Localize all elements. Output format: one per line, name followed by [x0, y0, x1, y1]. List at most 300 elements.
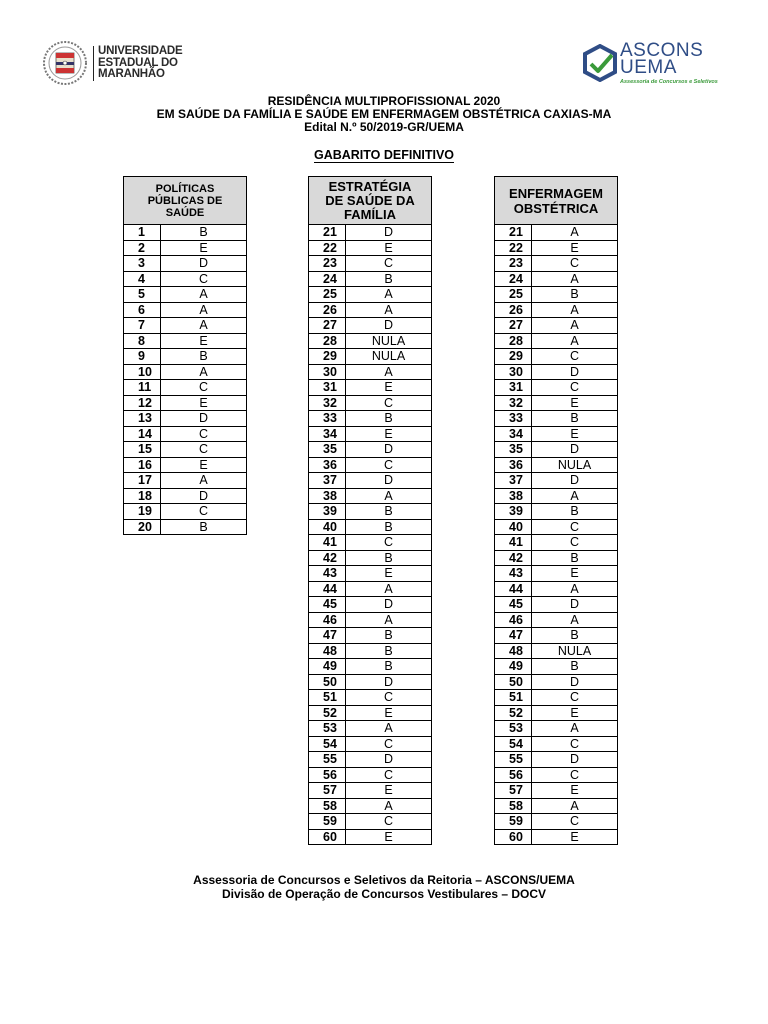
- table-row: [309, 535, 432, 551]
- ascons-hexagon-icon: [582, 44, 618, 82]
- table-row: [124, 442, 247, 458]
- question-number: 10: [124, 364, 161, 380]
- answer-value: B: [346, 271, 432, 287]
- answer-value: C: [346, 690, 432, 706]
- table-row: [309, 333, 432, 349]
- question-number: 27: [495, 318, 532, 334]
- table-row: [495, 364, 618, 380]
- question-number: 17: [124, 473, 161, 489]
- answer-value: A: [161, 302, 247, 318]
- answer-value: B: [346, 643, 432, 659]
- table-row: [309, 380, 432, 396]
- question-number: 59: [495, 814, 532, 830]
- question-number: 58: [495, 798, 532, 814]
- table-row: [309, 674, 432, 690]
- table-row: [495, 380, 618, 396]
- table-row: [124, 318, 247, 334]
- heading-line: OBSTÉTRICA: [513, 200, 599, 216]
- answer-value: A: [346, 612, 432, 628]
- answer-value: D: [532, 442, 618, 458]
- question-number: 21: [495, 225, 532, 241]
- table-row: [309, 426, 432, 442]
- question-number: 49: [309, 659, 346, 675]
- table-row: [495, 829, 618, 845]
- table-row: [124, 256, 247, 272]
- question-number: 30: [309, 364, 346, 380]
- answer-value: B: [532, 628, 618, 644]
- uema-line-2: ESTADUAL DO: [98, 56, 178, 69]
- question-number: 43: [309, 566, 346, 582]
- table-row: [309, 736, 432, 752]
- answer-value: A: [346, 287, 432, 303]
- ascons-logo: [580, 40, 718, 90]
- answer-value: E: [346, 829, 432, 845]
- footer-line-1: Assessoria de Concursos e Seletivos da Reitoria – ASCONS/UEMA: [193, 873, 575, 887]
- table-row: [495, 395, 618, 411]
- question-number: 37: [495, 473, 532, 489]
- question-number: 29: [309, 349, 346, 365]
- table-row: [495, 674, 618, 690]
- answer-value: A: [532, 333, 618, 349]
- header-line-1: RESIDÊNCIA MULTIPROFISSIONAL 2020: [267, 94, 501, 108]
- question-number: 31: [495, 380, 532, 396]
- answer-value: C: [532, 814, 618, 830]
- table-row: [495, 752, 618, 768]
- answer-value: D: [346, 752, 432, 768]
- ascons-line-2: UEMA: [620, 57, 677, 78]
- table-row: [309, 240, 432, 256]
- answer-value: B: [532, 550, 618, 566]
- answer-value: E: [346, 240, 432, 256]
- answer-value: B: [346, 659, 432, 675]
- answer-value: E: [161, 240, 247, 256]
- question-number: 34: [309, 426, 346, 442]
- table-row: [495, 488, 618, 504]
- answer-value: D: [161, 488, 247, 504]
- answer-value: C: [532, 736, 618, 752]
- table-row: [495, 349, 618, 365]
- table-row: [495, 612, 618, 628]
- answer-value: C: [161, 380, 247, 396]
- question-number: 56: [309, 767, 346, 783]
- table-row: [309, 814, 432, 830]
- table-row: [124, 426, 247, 442]
- question-number: 32: [309, 395, 346, 411]
- table-row: [124, 271, 247, 287]
- table-row: [495, 550, 618, 566]
- table-row: [309, 457, 432, 473]
- answer-value: A: [532, 721, 618, 737]
- answer-value: C: [346, 535, 432, 551]
- answer-value: B: [532, 287, 618, 303]
- table-row: [309, 597, 432, 613]
- heading-line: FAMÍLIA: [344, 206, 396, 222]
- table-row: [495, 442, 618, 458]
- page-title-text: GABARITO DEFINITIVO: [313, 148, 455, 162]
- answer-value: E: [161, 395, 247, 411]
- question-number: 37: [309, 473, 346, 489]
- question-number: 14: [124, 426, 161, 442]
- answer-value: C: [532, 690, 618, 706]
- answer-value: E: [532, 395, 618, 411]
- table-row: [309, 612, 432, 628]
- question-number: 51: [309, 690, 346, 706]
- answer-value: A: [532, 488, 618, 504]
- answer-value: B: [346, 504, 432, 520]
- table-row: [495, 411, 618, 427]
- table-row: [309, 767, 432, 783]
- answer-value: C: [161, 426, 247, 442]
- table-row: [495, 628, 618, 644]
- question-number: 50: [495, 674, 532, 690]
- answer-value: E: [532, 566, 618, 582]
- question-number: 55: [495, 752, 532, 768]
- table-row: [309, 628, 432, 644]
- answer-value: NULA: [346, 333, 432, 349]
- question-number: 22: [495, 240, 532, 256]
- table-row: [495, 798, 618, 814]
- table-row: [309, 473, 432, 489]
- question-number: 33: [309, 411, 346, 427]
- answer-value: A: [532, 581, 618, 597]
- answer-value: B: [346, 550, 432, 566]
- table-row: [495, 473, 618, 489]
- question-number: 20: [124, 519, 161, 535]
- question-number: 36: [309, 457, 346, 473]
- table-row: [495, 504, 618, 520]
- table-row: [495, 566, 618, 582]
- question-number: 52: [309, 705, 346, 721]
- answer-value: D: [346, 225, 432, 241]
- table-row: [309, 659, 432, 675]
- question-number: 6: [124, 302, 161, 318]
- question-number: 45: [309, 597, 346, 613]
- table-row: [309, 783, 432, 799]
- table-row: [495, 783, 618, 799]
- answer-value: C: [161, 271, 247, 287]
- footer-line-2: Divisão de Operação de Concursos Vestibulares – DOCV: [221, 887, 547, 901]
- question-number: 34: [495, 426, 532, 442]
- table-row: [124, 395, 247, 411]
- uema-seal-icon: [42, 40, 88, 86]
- question-number: 19: [124, 504, 161, 520]
- question-number: 42: [309, 550, 346, 566]
- table-row: [309, 349, 432, 365]
- question-number: 40: [495, 519, 532, 535]
- table-heading: [495, 177, 618, 225]
- table-row: [309, 581, 432, 597]
- table-row: [309, 566, 432, 582]
- question-number: 58: [309, 798, 346, 814]
- question-number: 25: [495, 287, 532, 303]
- question-number: 39: [495, 504, 532, 520]
- table-row: [495, 318, 618, 334]
- answer-value: B: [346, 411, 432, 427]
- table-row: [495, 535, 618, 551]
- question-number: 4: [124, 271, 161, 287]
- table-row: [124, 225, 247, 241]
- answer-value: E: [346, 783, 432, 799]
- table-row: [309, 364, 432, 380]
- table-row: [309, 395, 432, 411]
- question-number: 27: [309, 318, 346, 334]
- table-row: [309, 302, 432, 318]
- table-row: [495, 814, 618, 830]
- answer-value: D: [161, 256, 247, 272]
- answer-value: A: [161, 318, 247, 334]
- table-row: [309, 271, 432, 287]
- table-row: [124, 240, 247, 256]
- table-row: [495, 457, 618, 473]
- question-number: 12: [124, 395, 161, 411]
- table-row: [309, 287, 432, 303]
- table-row: [309, 550, 432, 566]
- question-number: 26: [309, 302, 346, 318]
- answer-value: A: [532, 798, 618, 814]
- table-row: [124, 519, 247, 535]
- table-row: [309, 721, 432, 737]
- question-number: 18: [124, 488, 161, 504]
- question-number: 47: [309, 628, 346, 644]
- table-row: [124, 302, 247, 318]
- answer-value: E: [532, 705, 618, 721]
- answer-value: E: [161, 333, 247, 349]
- table-row: [495, 581, 618, 597]
- question-number: 11: [124, 380, 161, 396]
- answer-value: A: [532, 612, 618, 628]
- question-number: 23: [495, 256, 532, 272]
- answer-value: B: [346, 628, 432, 644]
- heading-line: DE SAÚDE DA: [325, 192, 415, 208]
- answer-value: A: [161, 287, 247, 303]
- table-row: [495, 302, 618, 318]
- table-row: [495, 240, 618, 256]
- question-number: 7: [124, 318, 161, 334]
- table-row: [495, 225, 618, 241]
- answer-value: D: [346, 674, 432, 690]
- question-number: 29: [495, 349, 532, 365]
- question-number: 5: [124, 287, 161, 303]
- answer-value: C: [161, 442, 247, 458]
- answer-value: NULA: [532, 457, 618, 473]
- question-number: 48: [495, 643, 532, 659]
- table-row: [309, 504, 432, 520]
- question-number: 42: [495, 550, 532, 566]
- answer-value: C: [346, 767, 432, 783]
- question-number: 51: [495, 690, 532, 706]
- answer-value: B: [346, 519, 432, 535]
- question-number: 2: [124, 240, 161, 256]
- table-row: [495, 659, 618, 675]
- answer-value: D: [346, 318, 432, 334]
- answer-value: A: [532, 302, 618, 318]
- answer-value: C: [532, 349, 618, 365]
- header-line-2: EM SAÚDE DA FAMÍLIA E SAÚDE EM ENFERMAGEM OBSTÉTRICA CAXIAS-MA: [156, 107, 612, 121]
- answer-value: D: [346, 473, 432, 489]
- question-number: 60: [309, 829, 346, 845]
- table-row: [309, 256, 432, 272]
- heading-line: SAÚDE: [165, 206, 205, 219]
- question-number: 28: [495, 333, 532, 349]
- answer-value: D: [532, 752, 618, 768]
- answer-value: D: [346, 597, 432, 613]
- table-row: [124, 364, 247, 380]
- question-number: 57: [309, 783, 346, 799]
- question-number: 24: [495, 271, 532, 287]
- answer-value: A: [346, 721, 432, 737]
- question-number: 49: [495, 659, 532, 675]
- question-number: 39: [309, 504, 346, 520]
- table-row: [309, 318, 432, 334]
- question-number: 35: [495, 442, 532, 458]
- table-row: [309, 488, 432, 504]
- heading-line: ESTRATÉGIA: [328, 178, 412, 194]
- question-number: 8: [124, 333, 161, 349]
- answer-value: A: [346, 364, 432, 380]
- question-number: 41: [495, 535, 532, 551]
- question-number: 57: [495, 783, 532, 799]
- answer-value: B: [532, 504, 618, 520]
- table-row: [495, 597, 618, 613]
- answer-value: C: [346, 736, 432, 752]
- question-number: 32: [495, 395, 532, 411]
- answer-value: A: [346, 302, 432, 318]
- table-row: [495, 287, 618, 303]
- answer-table-estrategia: [308, 176, 432, 845]
- answer-value: B: [161, 519, 247, 535]
- question-number: 60: [495, 829, 532, 845]
- question-number: 28: [309, 333, 346, 349]
- question-number: 13: [124, 411, 161, 427]
- uema-line-3: MARANHÃO: [98, 68, 165, 80]
- question-number: 56: [495, 767, 532, 783]
- question-number: 16: [124, 457, 161, 473]
- answer-value: C: [346, 395, 432, 411]
- table-row: [309, 829, 432, 845]
- question-number: 9: [124, 349, 161, 365]
- table-heading: [309, 177, 432, 225]
- table-row: [309, 643, 432, 659]
- table-row: [309, 705, 432, 721]
- page-title: [0, 148, 768, 162]
- table-row: [309, 411, 432, 427]
- question-number: 46: [309, 612, 346, 628]
- question-number: 33: [495, 411, 532, 427]
- answer-value: E: [346, 705, 432, 721]
- table-row: [495, 736, 618, 752]
- question-number: 35: [309, 442, 346, 458]
- table-row: [495, 256, 618, 272]
- table-heading: [124, 177, 247, 225]
- answer-value: A: [532, 225, 618, 241]
- question-number: 22: [309, 240, 346, 256]
- table-row: [309, 442, 432, 458]
- question-number: 3: [124, 256, 161, 272]
- answer-value: A: [161, 473, 247, 489]
- answer-value: E: [532, 240, 618, 256]
- uema-wordmark: [93, 46, 183, 81]
- question-number: 47: [495, 628, 532, 644]
- table-row: [495, 705, 618, 721]
- table-row: [124, 333, 247, 349]
- table-row: [124, 488, 247, 504]
- question-number: 55: [309, 752, 346, 768]
- table-row: [309, 690, 432, 706]
- question-number: 44: [495, 581, 532, 597]
- answer-value: C: [346, 457, 432, 473]
- answer-table-politicas: [123, 176, 247, 535]
- answer-value: A: [532, 271, 618, 287]
- question-number: 15: [124, 442, 161, 458]
- table-row: [309, 519, 432, 535]
- answer-value: A: [346, 581, 432, 597]
- question-number: 26: [495, 302, 532, 318]
- table-row: [124, 504, 247, 520]
- answer-value: E: [346, 566, 432, 582]
- question-number: 31: [309, 380, 346, 396]
- table-row: [495, 271, 618, 287]
- table-row: [495, 721, 618, 737]
- answer-value: A: [532, 318, 618, 334]
- question-number: 21: [309, 225, 346, 241]
- answer-value: B: [532, 411, 618, 427]
- question-number: 59: [309, 814, 346, 830]
- ascons-wordmark: [620, 42, 703, 76]
- question-number: 38: [495, 488, 532, 504]
- question-number: 36: [495, 457, 532, 473]
- table-row: [495, 333, 618, 349]
- answer-value: B: [161, 349, 247, 365]
- answer-value: E: [532, 783, 618, 799]
- table-row: [124, 349, 247, 365]
- table-row: [309, 798, 432, 814]
- answer-value: E: [161, 457, 247, 473]
- answer-value: C: [532, 767, 618, 783]
- table-row: [124, 457, 247, 473]
- question-number: 53: [309, 721, 346, 737]
- answer-value: C: [346, 814, 432, 830]
- question-number: 48: [309, 643, 346, 659]
- question-number: 41: [309, 535, 346, 551]
- answer-value: D: [346, 442, 432, 458]
- question-number: 38: [309, 488, 346, 504]
- answer-value: E: [346, 380, 432, 396]
- answer-value: C: [532, 535, 618, 551]
- answer-value: A: [346, 488, 432, 504]
- question-number: 45: [495, 597, 532, 613]
- heading-line: ENFERMAGEM: [509, 185, 603, 201]
- answer-value: E: [346, 426, 432, 442]
- question-number: 1: [124, 225, 161, 241]
- question-number: 24: [309, 271, 346, 287]
- table-row: [495, 519, 618, 535]
- heading-line: PÚBLICAS DE: [147, 194, 223, 207]
- answer-value: B: [161, 225, 247, 241]
- answer-value: A: [161, 364, 247, 380]
- question-number: 30: [495, 364, 532, 380]
- uema-line-1: UNIVERSIDADE: [98, 45, 183, 57]
- question-number: 44: [309, 581, 346, 597]
- answer-value: D: [532, 597, 618, 613]
- question-number: 40: [309, 519, 346, 535]
- answer-value: C: [532, 519, 618, 535]
- table-row: [495, 690, 618, 706]
- header-line-3: Edital N.º 50/2019-GR/UEMA: [304, 120, 464, 134]
- question-number: 50: [309, 674, 346, 690]
- answer-table-enfermagem: [494, 176, 618, 845]
- answer-value: B: [532, 659, 618, 675]
- answer-value: D: [532, 674, 618, 690]
